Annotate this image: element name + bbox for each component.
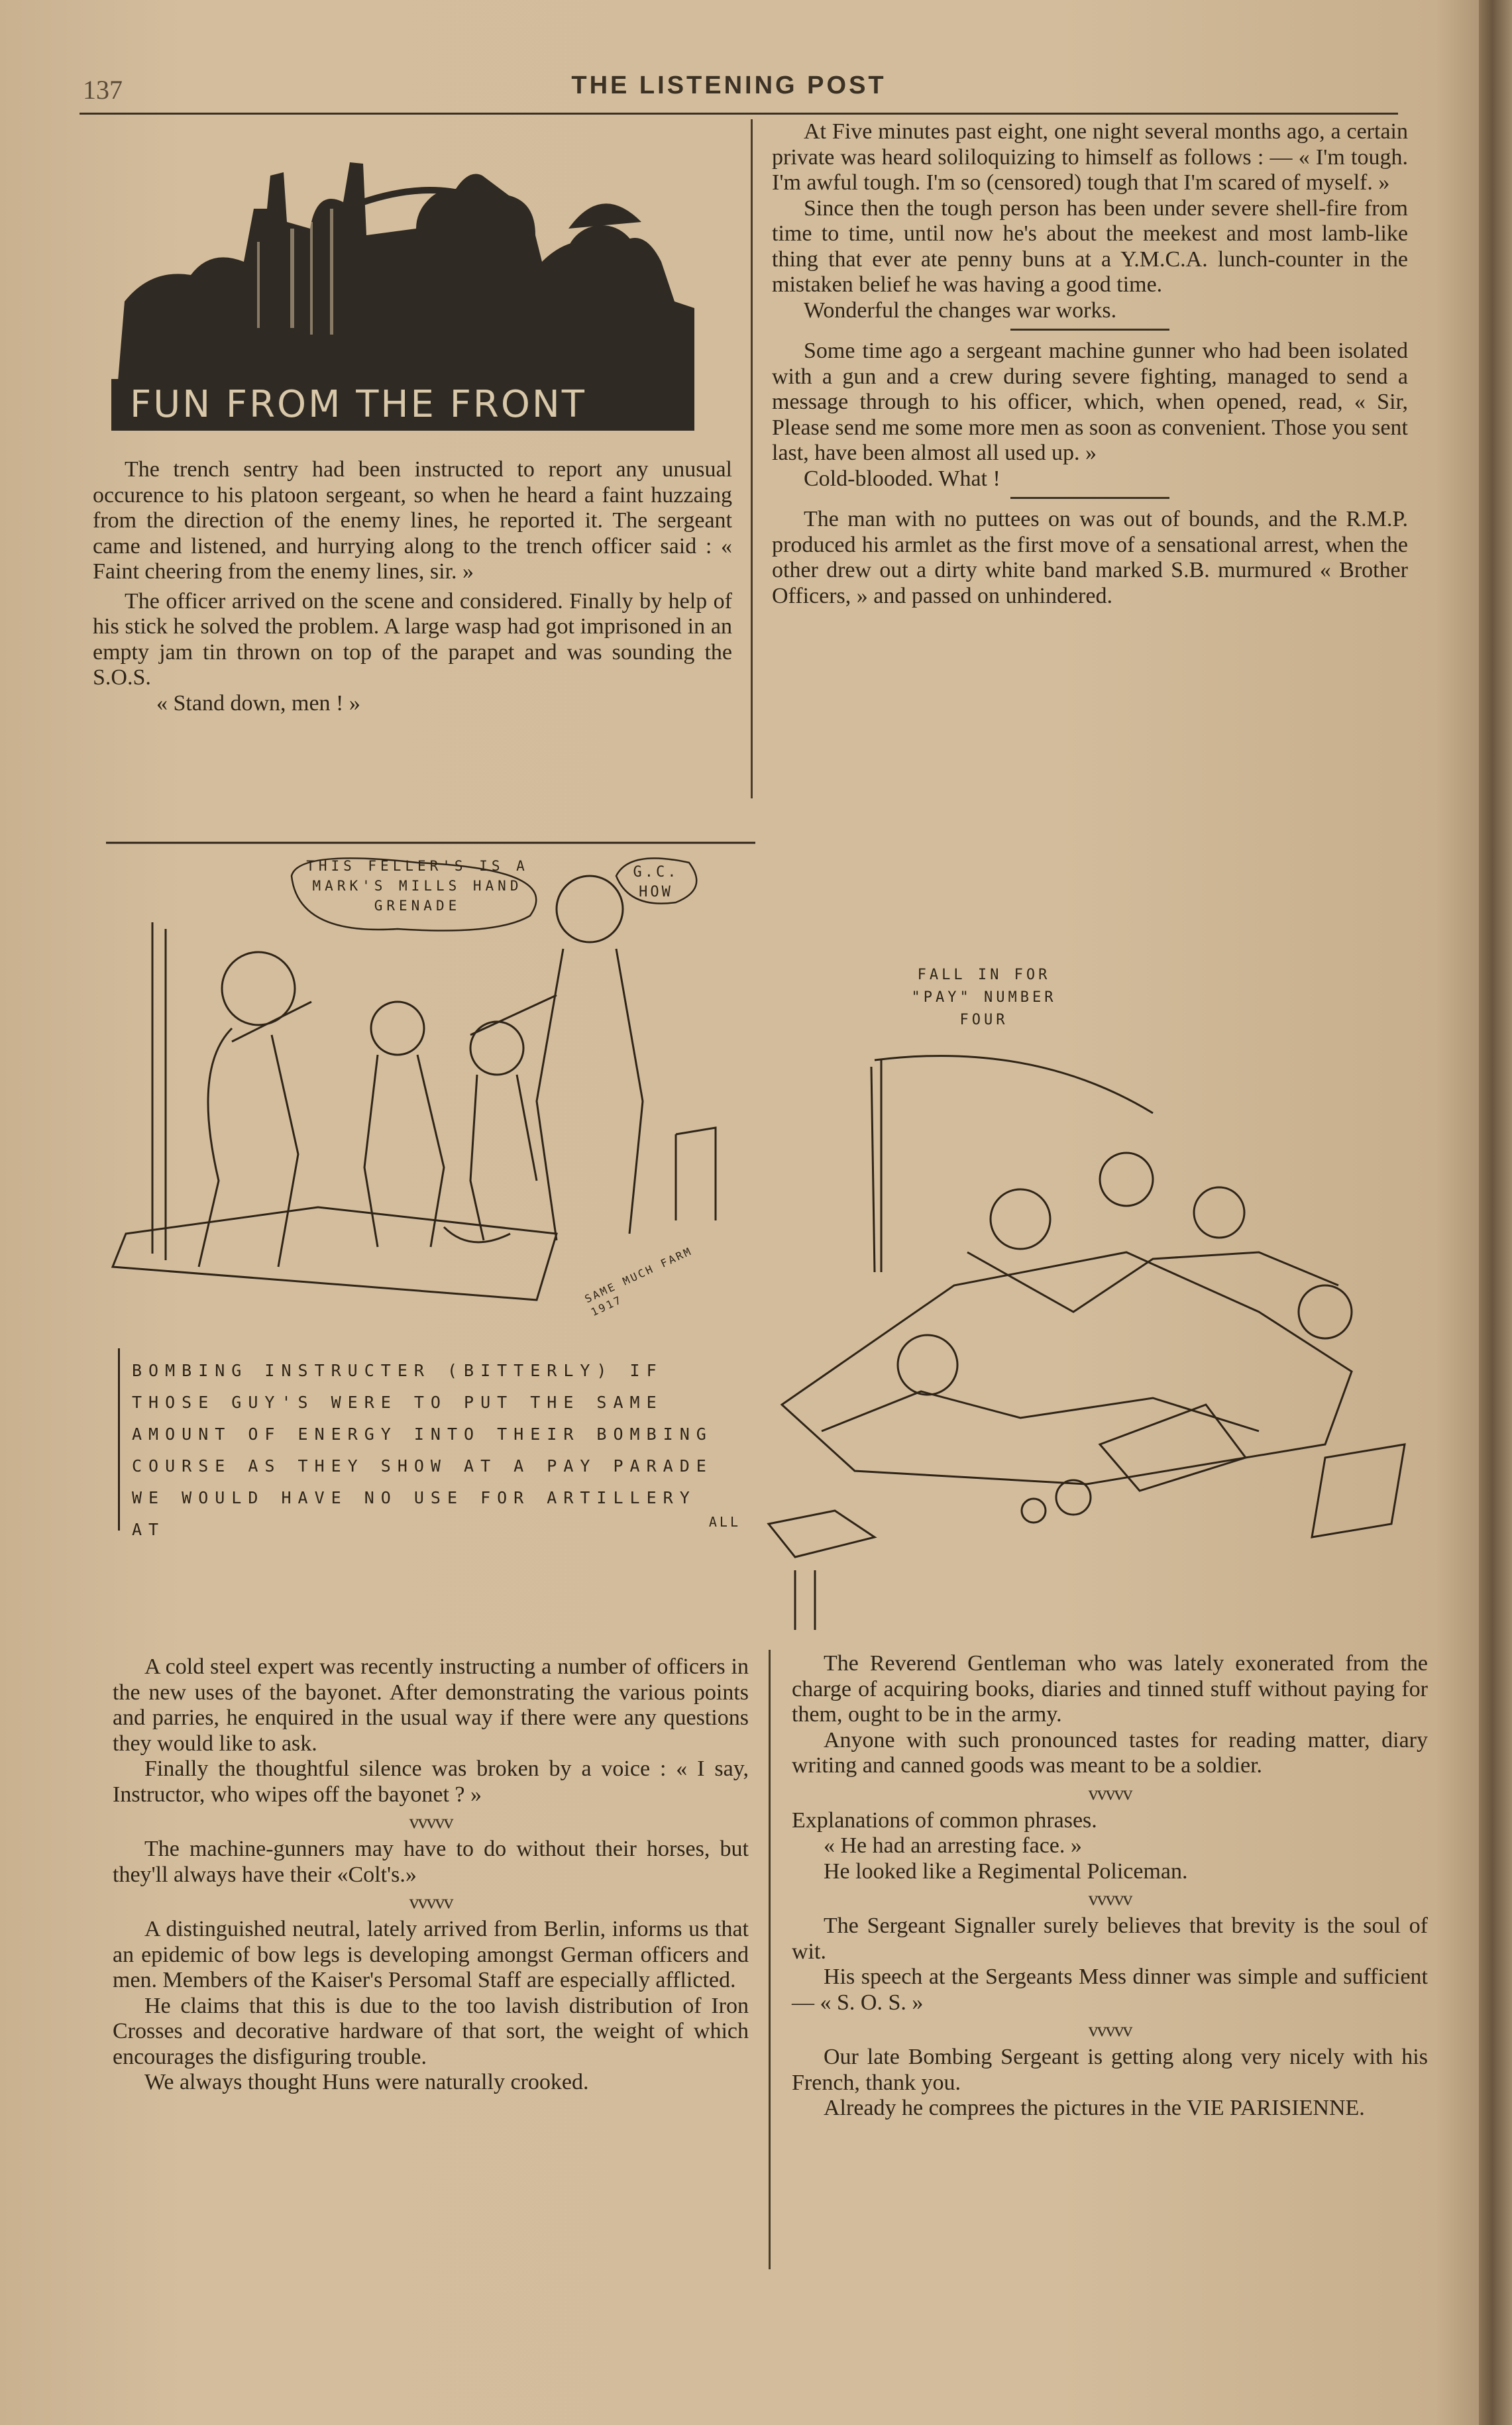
paragraph: He claims that this is due to the too lavish distribution of Iron Crosses and decorative hardware of that sort, the weight of which encourages the disfiguring trouble. <box>113 1993 749 2069</box>
paragraph: At Five minutes past eight, one night several months ago, a certain private was heard soliloquizing to himself as follows : — « I'm tough. I'm awful tough. I'm so (censored) tough that I'm scared of myself. » <box>772 119 1408 195</box>
running-title: THE LISTENING POST <box>571 72 887 99</box>
bombing-instructor-cartoon <box>99 836 762 1353</box>
cartoon-caption <box>118 1348 754 1539</box>
paragraph: The Reverend Gentleman who was lately exonerated from the charge of acquiring books, diaries and tinned stuff without paying for them, ought to be in the army. <box>792 1651 1428 1727</box>
separator-ornament: vvvvv <box>409 1891 453 1913</box>
header-rule <box>80 113 1398 115</box>
paragraph: Some time ago a sergeant machine gunner who had been isolated with a gun and a crew during severe fighting, managed to send a message through to his officer, which, when opened, read, « Sir, Please send me some more men as soon as convenient. Those you sent last, have been almost all used up. » <box>772 339 1408 465</box>
separator-ornament: vvvvv <box>1088 1888 1132 1910</box>
soldier-silhouettes-illustration <box>111 149 694 381</box>
cartoon-drawing <box>755 941 1418 1643</box>
paragraph: He looked like a Regimental Policeman. <box>824 1859 1188 1884</box>
cartoon-speech-bubble: THIS FELLER'S IS A MARK'S MILLS HAND GRENADE <box>306 858 529 914</box>
paragraph: The man with no puttees on was out of bounds, and the R.M.P. produced his armlet as the first move of a sensational arrest, when the other drew out a dirty white band marked S.B. murmured « Brother Officers, » and passed on unhindered. <box>772 507 1408 608</box>
paragraph: The Sergeant Signaller surely believes that brevity is the soul of wit. <box>792 1913 1428 1964</box>
banner-title: FUN FROM THE FRONT <box>111 379 694 431</box>
page-spine <box>1479 0 1512 2425</box>
paragraph: Finally the thoughtful silence was broken by a voice : « I say, Instructor, who wipes off the bayonet ? » <box>113 1756 749 1807</box>
cartoon-speech-bubble: FALL IN FOR "PAY" NUMBER FOUR <box>911 967 1057 1028</box>
cartoon-speech-bubble: G.C. HOW <box>633 864 679 900</box>
paragraph: Anyone with such pronounced tastes for reading matter, diary writing and canned goods was meant to be a soldier. <box>792 1727 1428 1778</box>
paragraph: Wonderful the changes war works. <box>804 297 1117 323</box>
page-number: 137 <box>83 75 123 105</box>
right-bottom-column <box>792 1651 1428 2122</box>
left-top-column <box>93 457 732 716</box>
paragraph: Our late Bombing Sergeant is getting along very nicely with his French, thank you. <box>792 2045 1428 2095</box>
paragraph: Already he comprees the pictures in the VIE PARISIENNE. <box>824 2096 1365 2120</box>
paragraph: A distinguished neutral, lately arrived from Berlin, informs us that an epidemic of bow legs is developing amongst German officers and men. Members of the Kaiser's Persomal Staff are especially afflicted. <box>113 1917 749 1992</box>
paragraph: The officer arrived on the scene and considered. Finally by help of his stick he solved the problem. A large wasp had got imprisoned in an empty jam tin thrown on top of the parapet and was sounding the S.O.S. <box>93 588 732 690</box>
paragraph: Explanations of common phrases. <box>792 1807 1097 1833</box>
paragraph: A cold steel expert was recently instructing a number of officers in the new uses of the bayonet. After demonstrating the various points and parries, he enquired in the usual way if there were any questions they would like to ask. <box>113 1654 749 1756</box>
paragraph: Cold-blooded. What ! <box>804 466 1000 491</box>
column-divider-bottom <box>769 1650 771 2269</box>
separator-ornament: vvvvv <box>409 1811 453 1833</box>
paragraph: The trench sentry had been instructed to report any unusual occurence to his platoon sergeant, so when he heard a faint huzzaing from the direction of the enemy lines, he reported it. The sergeant came and listened, and hurrying along to the trench officer said : « Faint cheering from the enemy lines, sir. » <box>93 457 732 584</box>
separator-ornament: vvvvv <box>1088 1782 1132 1804</box>
fun-from-the-front-banner <box>111 149 694 431</box>
paragraph: We always thought Huns were naturally crooked. <box>144 2070 589 2094</box>
column-divider-top <box>751 119 753 798</box>
paragraph: The machine-gunners may have to do without their horses, but they'll always have their «Colt's.» <box>113 1837 749 1887</box>
separator-rule <box>1010 329 1169 331</box>
caption-text: BOMBING INSTRUCTER (BITTERLY) IF THOSE GUY'S WERE TO PUT THE SAME AMOUNT OF ENERGY INTO THEIR BOMBING COURSE AS THEY SHOW AT A PAY PARADE WE WOULD HAVE NO USE FOR ARTILLERY AT <box>132 1361 713 1539</box>
paragraph: His speech at the Sergeants Mess dinner was simple and sufficient — « S. O. S. » <box>792 1965 1428 2015</box>
caption-end: ALL <box>708 1514 741 1530</box>
right-top-column <box>772 119 1408 609</box>
paragraph: « Stand down, men ! » <box>156 690 360 716</box>
separator-rule <box>1010 497 1169 499</box>
pay-parade-cartoon <box>755 941 1418 1643</box>
cartoon-signature: SAME MUCH FARM 1917 <box>582 1244 694 1319</box>
left-bottom-column <box>113 1654 749 2096</box>
paragraph: Since then the tough person has been under severe shell-fire from time to time, until now he's about the meekest and most lamb-like thing that ever ate penny buns at a Y.M.C.A. lunch-counter in the mistaken belief he was having a good time. <box>772 195 1408 297</box>
separator-ornament: vvvvv <box>1088 2019 1132 2041</box>
paragraph: « He had an arresting face. » <box>824 1833 1082 1858</box>
